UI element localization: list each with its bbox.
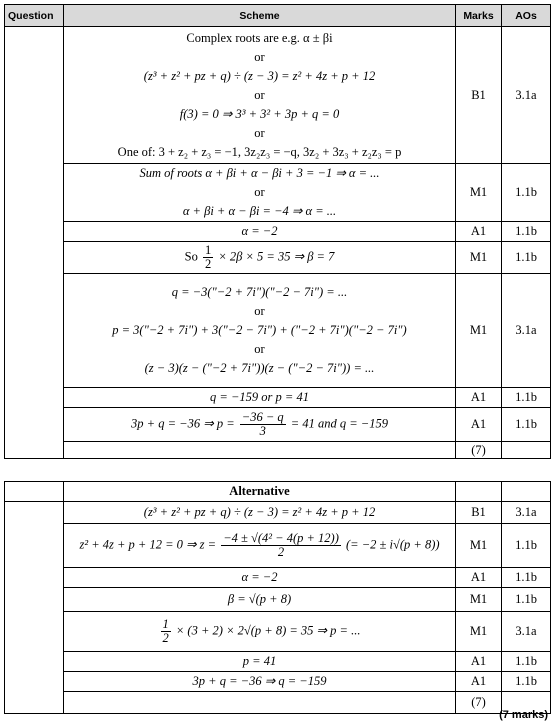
mark-cell: B1 — [456, 502, 502, 524]
scheme-line: or — [254, 304, 265, 318]
denominator: 2 — [277, 545, 285, 559]
table-row — [5, 568, 551, 588]
scheme-text: z² + 4z + p + 12 = 0 ⇒ z = — [79, 537, 217, 552]
fraction — [161, 618, 171, 645]
scheme-cell: (z³ + z² + pz + q) ÷ (z − 3) = z² + 4z + p + 12 — [64, 502, 456, 524]
scheme-cell — [64, 242, 456, 274]
table-row — [5, 502, 551, 524]
fraction — [203, 244, 213, 271]
scheme-text: × 2β × 5 = 35 ⇒ β = 7 — [218, 249, 335, 264]
numerator: −4 ± √(4² − 4(p + 12)) — [223, 531, 339, 545]
scheme-text: = 41 and q = −159 — [290, 416, 388, 431]
scheme-cell: 3p + q = −36 ⇒ q = −159 — [64, 672, 456, 692]
total-marks: (7 marks) — [499, 709, 548, 721]
scheme-line: One of: 3 + z₂ + z₃ = −1, 3z₂z₃ = −q, 3z₂ + 3z₃ + z₂z₃ = p — [117, 144, 402, 159]
mark-cell: M1 — [456, 588, 502, 612]
ao-cell: 3.1a — [502, 612, 551, 652]
ao-cell: 1.1b — [502, 672, 551, 692]
denominator: 2 — [162, 631, 169, 645]
mark-scheme-table — [4, 4, 551, 459]
mark-cell: B1 — [456, 27, 502, 164]
subtotal-cell: (7) — [456, 692, 502, 714]
scheme-text: (= −2 ± i√(p + 8)) — [346, 537, 440, 552]
mark-cell: A1 — [456, 408, 502, 442]
question-cell — [5, 502, 64, 714]
table-row — [5, 524, 551, 568]
ao-cell: 3.1a — [502, 27, 551, 164]
scheme-cell: β = √(p + 8) — [64, 588, 456, 612]
scheme-text: 3p + q = −36 ⇒ p = — [131, 416, 235, 431]
scheme-line: q = −3("−2 + 7i")("−2 − 7i") = ... — [171, 285, 348, 299]
scheme-header: Scheme — [64, 5, 456, 27]
mark-cell: A1 — [456, 672, 502, 692]
ao-cell: 1.1b — [502, 588, 551, 612]
mark-cell: M1 — [456, 242, 502, 274]
fraction — [240, 411, 286, 438]
ao-cell: 1.1b — [502, 524, 551, 568]
scheme-cell — [64, 612, 456, 652]
ao-cell: 1.1b — [502, 408, 551, 442]
ao-cell — [502, 442, 551, 459]
subtotal-cell: (7) — [456, 442, 502, 459]
table-row — [5, 408, 551, 442]
mark-cell: M1 — [456, 274, 502, 388]
scheme-text: So — [184, 249, 198, 264]
table-row — [5, 652, 551, 672]
mark-cell: M1 — [456, 164, 502, 222]
question-cell — [5, 27, 64, 459]
scheme-cell: α = −2 — [64, 222, 456, 242]
scheme-line: f(3) = 0 ⇒ 3³ + 3² + 3p + q = 0 — [179, 106, 340, 121]
scheme-cell: q = −159 or p = 41 — [64, 388, 456, 408]
table-row — [5, 222, 551, 242]
fraction — [221, 532, 341, 559]
scheme-cell — [64, 442, 456, 459]
aos-header: AOs — [502, 5, 551, 27]
table-row — [5, 164, 551, 222]
table-row — [5, 672, 551, 692]
ao-cell: 1.1b — [502, 388, 551, 408]
scheme-line: or — [254, 87, 265, 102]
table-row — [5, 588, 551, 612]
scheme-cell — [64, 274, 456, 388]
denominator: 2 — [204, 257, 212, 271]
mark-cell: A1 — [456, 388, 502, 408]
numerator: −36 − q — [241, 410, 284, 424]
scheme-line: (z³ + z² + pz + q) ÷ (z − 3) = z² + 4z + p + 12 — [143, 68, 376, 83]
table-row — [5, 27, 551, 164]
table-row — [5, 242, 551, 274]
denominator: 3 — [259, 424, 266, 438]
scheme-cell — [64, 164, 456, 222]
mark-cell: A1 — [456, 222, 502, 242]
ao-cell: 1.1b — [502, 242, 551, 274]
mark-cell: M1 — [456, 612, 502, 652]
scheme-cell — [64, 27, 456, 164]
table-row — [5, 692, 551, 714]
scheme-cell — [64, 408, 456, 442]
scheme-line: α + βi + α − βi = −4 ⇒ α = ... — [182, 204, 337, 218]
table-row — [5, 388, 551, 408]
scheme-line: p = 3("−2 + 7i") + 3("−2 − 7i") + ("−2 + 7i")("−2 − 7i") — [112, 323, 407, 337]
ao-cell: 3.1a — [502, 274, 551, 388]
table-row — [5, 612, 551, 652]
numerator: 1 — [204, 243, 212, 257]
ao-cell — [502, 482, 551, 502]
ao-cell: 1.1b — [502, 222, 551, 242]
ao-cell: 1.1b — [502, 164, 551, 222]
ao-cell: 1.1b — [502, 568, 551, 588]
mark-cell: A1 — [456, 568, 502, 588]
marks-header: Marks — [456, 5, 502, 27]
table-row — [5, 274, 551, 388]
table-row — [5, 442, 551, 459]
scheme-line: or — [254, 185, 265, 199]
mark-cell — [456, 482, 502, 502]
scheme-line: (z − 3)(z − ("−2 + 7i"))(z − ("−2 − 7i")) = ... — [144, 361, 375, 375]
scheme-line: or — [254, 125, 265, 140]
mark-cell: M1 — [456, 524, 502, 568]
scheme-text: × (3 + 2) × 2√(p + 8) = 35 ⇒ p = ... — [175, 623, 361, 638]
alternative-table — [4, 481, 551, 714]
scheme-line: or — [254, 342, 265, 356]
ao-cell: 3.1a — [502, 502, 551, 524]
scheme-cell: p = 41 — [64, 652, 456, 672]
header-row — [5, 5, 551, 27]
alternative-title-row — [5, 482, 551, 502]
scheme-line: or — [254, 49, 265, 64]
ao-cell: 1.1b — [502, 652, 551, 672]
alternative-title: Alternative — [64, 482, 456, 502]
scheme-line: Sum of roots α + βi + α − βi + 3 = −1 ⇒ α = ... — [139, 166, 380, 180]
numerator: 1 — [162, 617, 169, 631]
scheme-cell — [64, 692, 456, 714]
mark-cell: A1 — [456, 652, 502, 672]
question-cell — [5, 482, 64, 502]
scheme-line: Complex roots are e.g. α ± βi — [186, 30, 333, 45]
question-header: Question — [5, 5, 64, 27]
scheme-cell — [64, 524, 456, 568]
scheme-cell: α = −2 — [64, 568, 456, 588]
